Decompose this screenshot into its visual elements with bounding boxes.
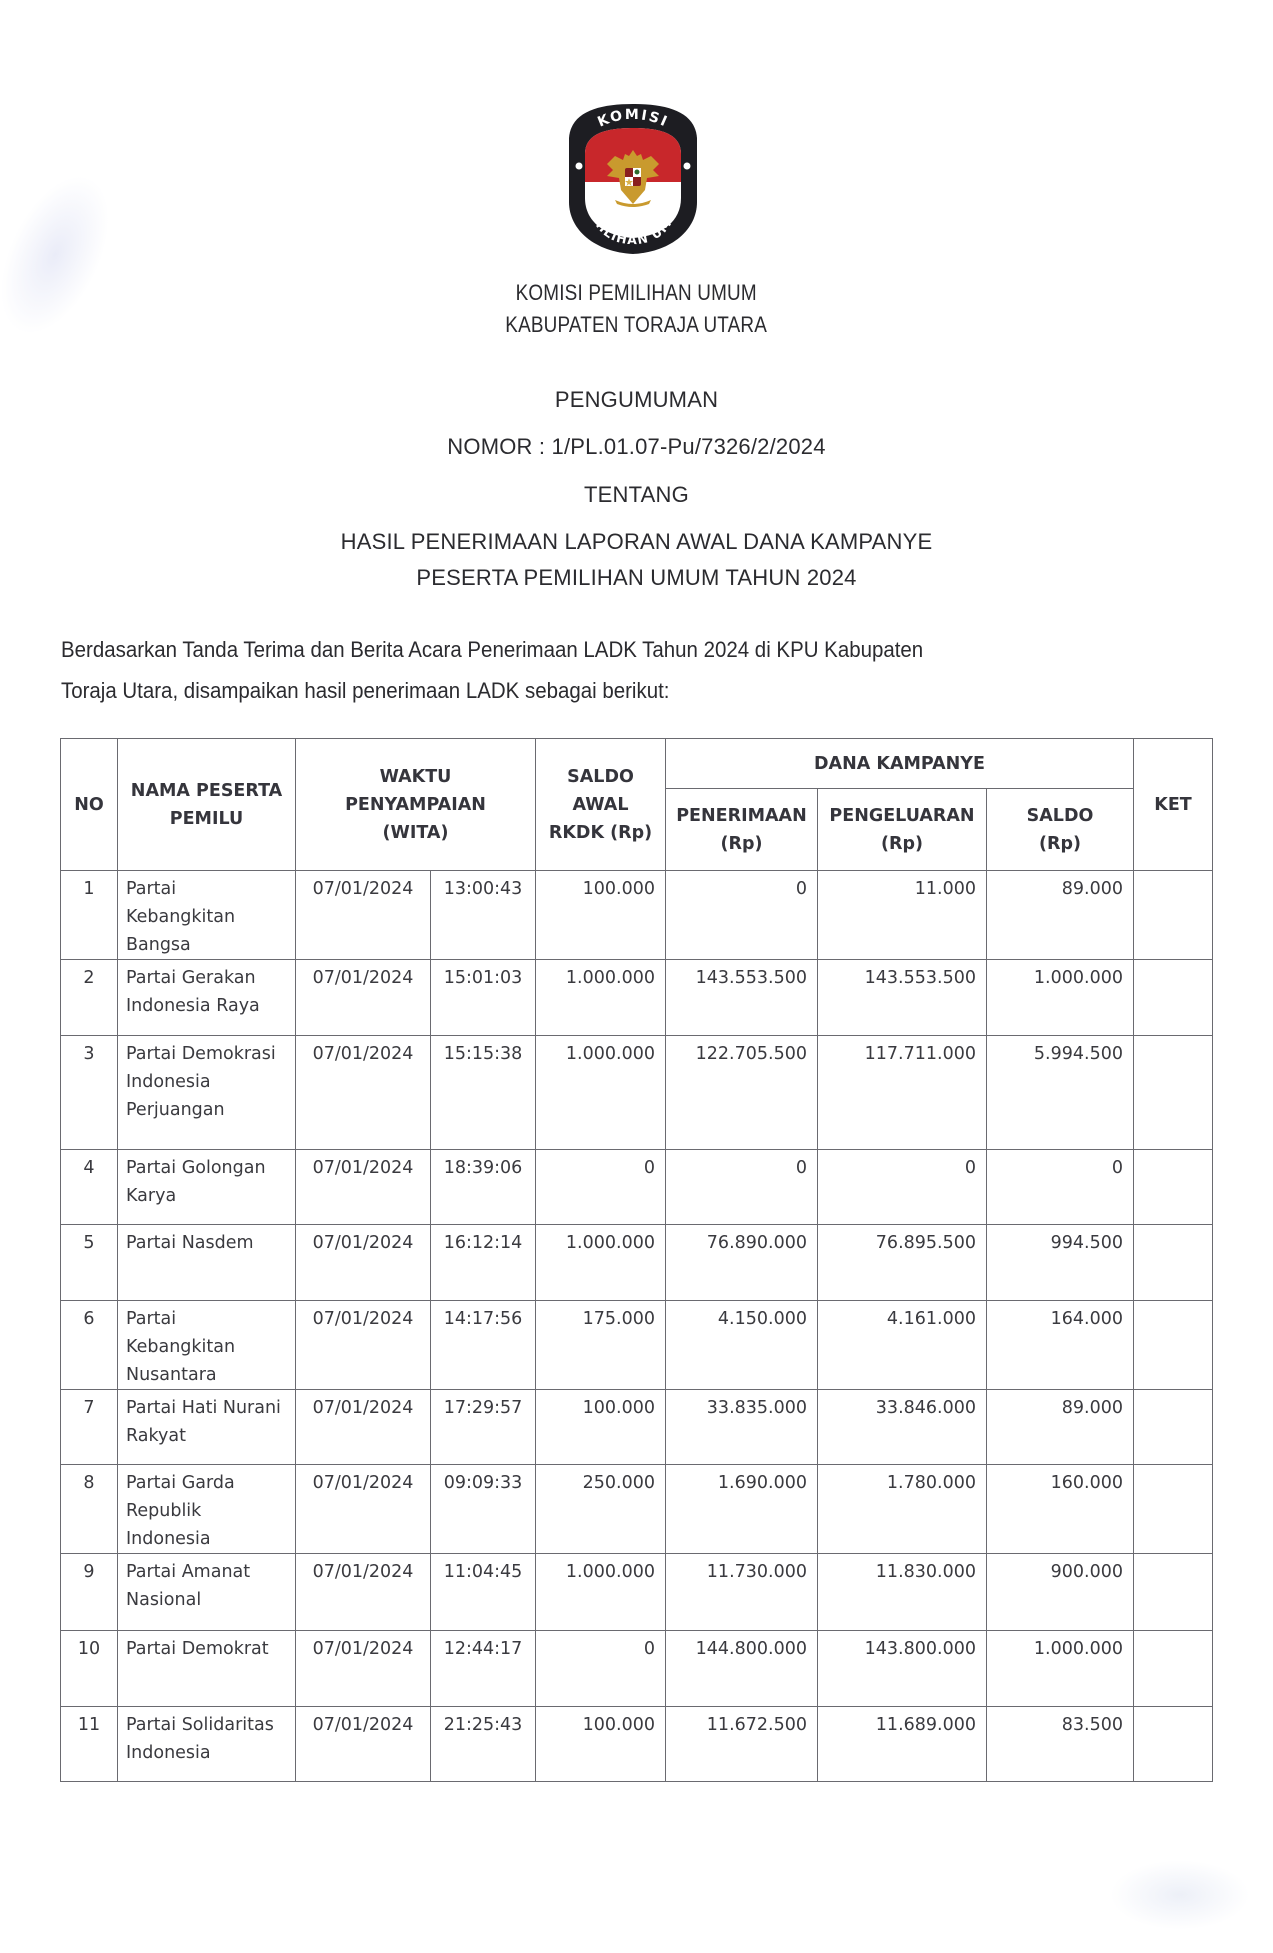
row-pengeluaran-cell <box>818 1390 987 1465</box>
row-no: 2 <box>83 968 95 988</box>
row-tanggal-cell <box>296 1036 431 1150</box>
row-tanggal-cell <box>296 1225 431 1301</box>
row-no-cell <box>61 1554 118 1631</box>
row-no-cell <box>61 1036 118 1150</box>
row-tanggal-cell <box>296 1390 431 1465</box>
row-tanggal: 07/01/2024 <box>312 1473 414 1493</box>
row-saldo-awal-cell <box>536 1631 666 1707</box>
row-pengeluaran-cell <box>818 1036 987 1150</box>
row-pengeluaran: 117.711.000 <box>864 1044 976 1064</box>
row-saldo-cell <box>987 1707 1134 1782</box>
row-penerimaan-cell <box>666 1301 818 1390</box>
row-saldo-awal: 1.000.000 <box>565 1562 655 1582</box>
org-region-text: KABUPATEN TORAJA UTARA <box>505 312 768 337</box>
row-saldo: 1.000.000 <box>1033 1639 1123 1659</box>
row-pengeluaran: 11.689.000 <box>875 1715 976 1735</box>
row-no-cell <box>61 871 118 960</box>
row-pengeluaran: 4.161.000 <box>886 1309 976 1329</box>
row-tanggal: 07/01/2024 <box>312 1639 414 1659</box>
header-pengeluaran-line-2: (Rp) <box>881 833 923 854</box>
row-pengeluaran-cell <box>818 1301 987 1390</box>
row-no-cell <box>61 1225 118 1301</box>
row-saldo-cell <box>987 1390 1134 1465</box>
row-pengeluaran-cell <box>818 1225 987 1301</box>
header-penerimaan-line-1: PENERIMAAN <box>676 805 807 826</box>
row-jam: 11:04:45 <box>443 1562 523 1582</box>
row-saldo-cell <box>987 1631 1134 1707</box>
row-saldo: 89.000 <box>1061 1398 1123 1418</box>
row-saldo-awal: 1.000.000 <box>565 1233 655 1253</box>
row-saldo-awal: 100.000 <box>582 1715 655 1735</box>
row-tanggal: 07/01/2024 <box>312 968 414 988</box>
row-jam-cell <box>431 1150 536 1225</box>
row-tanggal-cell <box>296 1631 431 1707</box>
header-waktu-line-3: (WITA) <box>382 822 449 843</box>
row-jam: 15:01:03 <box>443 968 523 988</box>
row-saldo-cell <box>987 1225 1134 1301</box>
row-pengeluaran-cell <box>818 1465 987 1554</box>
row-saldo-cell <box>987 871 1134 960</box>
row-saldo-awal-cell <box>536 960 666 1036</box>
scan-artifact <box>1110 1860 1250 1930</box>
row-no: 8 <box>83 1473 95 1493</box>
row-jam: 12:44:17 <box>443 1639 523 1659</box>
row-penerimaan: 33.835.000 <box>706 1398 807 1418</box>
row-jam-cell <box>431 1554 536 1631</box>
table-row <box>61 871 1213 960</box>
row-penerimaan: 122.705.500 <box>695 1044 807 1064</box>
row-saldo-awal-cell <box>536 1554 666 1631</box>
row-tanggal-cell <box>296 1150 431 1225</box>
row-tanggal-cell <box>296 1465 431 1554</box>
row-saldo: 89.000 <box>1061 879 1123 899</box>
header-saldo <box>987 789 1134 871</box>
doc-type: PENGUMUMAN <box>554 387 719 412</box>
row-no: 4 <box>83 1158 95 1178</box>
row-nama-cell <box>118 1631 296 1707</box>
row-ket <box>1134 1301 1212 1305</box>
row-saldo-awal-cell <box>536 1301 666 1390</box>
row-no: 7 <box>83 1398 95 1418</box>
row-jam: 13:00:43 <box>443 879 523 899</box>
header-nama <box>118 739 296 871</box>
row-penerimaan-cell <box>666 1631 818 1707</box>
row-ket <box>1134 1036 1212 1040</box>
row-penerimaan-cell <box>666 1225 818 1301</box>
row-pengeluaran: 143.800.000 <box>864 1639 976 1659</box>
row-tanggal: 07/01/2024 <box>312 1044 414 1064</box>
row-jam: 09:09:33 <box>443 1473 523 1493</box>
dot-right <box>684 163 691 170</box>
header-waktu-line-2: PENYAMPAIAN <box>345 794 486 815</box>
row-ket-cell <box>1134 871 1213 960</box>
row-nama-cell <box>118 1036 296 1150</box>
header-saldo-line-1: SALDO <box>1026 805 1094 826</box>
org-name-line-1 <box>0 280 1273 306</box>
row-ket-cell <box>1134 1301 1213 1390</box>
row-pengeluaran-cell <box>818 1631 987 1707</box>
row-saldo: 5.994.500 <box>1033 1044 1123 1064</box>
row-ket <box>1134 1465 1212 1469</box>
row-saldo-awal-cell <box>536 1707 666 1782</box>
row-saldo-cell <box>987 1150 1134 1225</box>
row-nama-cell <box>118 1225 296 1301</box>
row-saldo: 0 <box>1111 1158 1123 1178</box>
header-waktu <box>296 739 536 871</box>
row-jam: 14:17:56 <box>443 1309 523 1329</box>
row-pengeluaran-cell <box>818 960 987 1036</box>
table-row <box>61 1225 1213 1301</box>
table-row <box>61 1707 1213 1782</box>
row-penerimaan: 143.553.500 <box>695 968 807 988</box>
row-penerimaan-cell <box>666 1465 818 1554</box>
header-waktu-line-1: WAKTU <box>379 766 452 787</box>
row-pengeluaran: 11.000 <box>914 879 976 899</box>
row-saldo-awal-cell <box>536 1390 666 1465</box>
row-no-cell <box>61 1150 118 1225</box>
row-pengeluaran: 143.553.500 <box>864 968 976 988</box>
row-jam-cell <box>431 1036 536 1150</box>
row-jam-cell <box>431 1301 536 1390</box>
row-ket <box>1134 1554 1212 1558</box>
row-nama-cell <box>118 1465 296 1554</box>
header-no: NO <box>61 739 118 871</box>
row-ket-cell <box>1134 1390 1213 1465</box>
row-pengeluaran: 0 <box>964 1158 976 1178</box>
row-saldo-cell <box>987 1301 1134 1390</box>
row-penerimaan: 11.672.500 <box>706 1715 807 1735</box>
row-tanggal: 07/01/2024 <box>312 1309 414 1329</box>
row-saldo-awal-cell <box>536 871 666 960</box>
table-row <box>61 1554 1213 1631</box>
row-jam: 17:29:57 <box>443 1398 523 1418</box>
row-jam: 16:12:14 <box>443 1233 523 1253</box>
doc-tentang: TENTANG <box>584 482 689 507</box>
row-ket <box>1134 1225 1212 1229</box>
header-dana-kampanye: DANA KAMPANYE <box>666 739 1134 789</box>
row-tanggal: 07/01/2024 <box>312 879 414 899</box>
row-penerimaan: 144.800.000 <box>695 1639 807 1659</box>
row-tanggal: 07/01/2024 <box>312 1715 414 1735</box>
row-jam-cell <box>431 1631 536 1707</box>
row-tanggal: 07/01/2024 <box>312 1158 414 1178</box>
header-saldo-awal <box>536 739 666 871</box>
row-nama: Partai Hati Nurani Rakyat <box>126 1398 281 1446</box>
row-no-cell <box>61 960 118 1036</box>
row-pengeluaran: 76.895.500 <box>875 1233 976 1253</box>
row-no-cell <box>61 1631 118 1707</box>
row-ket-cell <box>1134 1554 1213 1631</box>
row-tanggal: 07/01/2024 <box>312 1233 414 1253</box>
row-pengeluaran: 11.830.000 <box>875 1562 976 1582</box>
row-saldo: 83.500 <box>1061 1715 1123 1735</box>
ladk-table <box>60 738 1213 1782</box>
row-penerimaan-cell <box>666 1554 818 1631</box>
row-penerimaan: 11.730.000 <box>706 1562 807 1582</box>
row-penerimaan: 1.690.000 <box>717 1473 807 1493</box>
header-saldo-line-2: (Rp) <box>1039 833 1081 854</box>
row-pengeluaran: 33.846.000 <box>875 1398 976 1418</box>
row-saldo-awal: 1.000.000 <box>565 1044 655 1064</box>
row-no-cell <box>61 1465 118 1554</box>
row-saldo-awal: 100.000 <box>582 1398 655 1418</box>
doc-title-line-1: HASIL PENERIMAAN LAPORAN AWAL DANA KAMPANYE <box>340 529 933 554</box>
row-ket <box>1134 1707 1212 1711</box>
row-jam-cell <box>431 1225 536 1301</box>
header-pengeluaran <box>818 789 987 871</box>
row-pengeluaran-cell <box>818 1554 987 1631</box>
row-no-cell <box>61 1301 118 1390</box>
row-saldo-awal: 0 <box>643 1158 655 1178</box>
row-pengeluaran-cell <box>818 1707 987 1782</box>
row-pengeluaran-cell <box>818 1150 987 1225</box>
row-nama: Partai Golongan Karya <box>126 1158 266 1206</box>
dot-left <box>576 163 583 170</box>
row-saldo: 900.000 <box>1050 1562 1123 1582</box>
row-no-cell <box>61 1390 118 1465</box>
row-nama-cell <box>118 1554 296 1631</box>
org-name-text: KOMISI PEMILIHAN UMUM <box>515 280 758 305</box>
header-nama-text: NAMA PESERTA PEMILU <box>130 780 283 829</box>
doc-title-line-2: PESERTA PEMILIHAN UMUM TAHUN 2024 <box>416 565 857 590</box>
row-pengeluaran-cell <box>818 871 987 960</box>
row-saldo-awal-cell <box>536 1225 666 1301</box>
row-saldo: 994.500 <box>1050 1233 1123 1253</box>
row-saldo-cell <box>987 960 1134 1036</box>
row-nama-cell <box>118 871 296 960</box>
row-ket-cell <box>1134 1225 1213 1301</box>
row-ket <box>1134 1150 1212 1154</box>
doc-number: NOMOR : 1/PL.01.07-Pu/7326/2/2024 <box>447 434 826 459</box>
row-saldo-awal: 0 <box>643 1639 655 1659</box>
row-ket-cell <box>1134 1465 1213 1554</box>
table-row <box>61 1036 1213 1150</box>
row-penerimaan-cell <box>666 960 818 1036</box>
row-penerimaan-cell <box>666 871 818 960</box>
row-no: 6 <box>83 1309 95 1329</box>
row-nama-cell <box>118 1301 296 1390</box>
table-row <box>61 960 1213 1036</box>
logo-bottom-text: PEMILIHAN UMUM <box>583 195 683 248</box>
row-nama: Partai Kebangkitan Nusantara <box>126 1309 236 1385</box>
header-pengeluaran-line-1: PENGELUARAN <box>829 805 975 826</box>
row-no-cell <box>61 1707 118 1782</box>
header-saldo-awal-line-3: RKDK (Rp) <box>548 822 653 843</box>
row-penerimaan-cell <box>666 1036 818 1150</box>
row-no: 1 <box>83 879 95 899</box>
header-ket: KET <box>1134 739 1213 871</box>
row-saldo-cell <box>987 1036 1134 1150</box>
row-nama: Partai Solidaritas Indonesia <box>126 1715 274 1763</box>
row-nama-cell <box>118 1707 296 1782</box>
row-nama: Partai Kebangkitan Bangsa <box>126 879 236 955</box>
table-row <box>61 1150 1213 1225</box>
row-nama-cell <box>118 1390 296 1465</box>
row-saldo-cell <box>987 1554 1134 1631</box>
row-no: 11 <box>77 1715 101 1735</box>
row-jam-cell <box>431 1465 536 1554</box>
row-pengeluaran: 1.780.000 <box>886 1473 976 1493</box>
row-ket-cell <box>1134 1631 1213 1707</box>
row-jam-cell <box>431 960 536 1036</box>
row-saldo-awal: 175.000 <box>582 1309 655 1329</box>
row-ket <box>1134 960 1212 964</box>
header-penerimaan <box>666 789 818 871</box>
row-nama: Partai Demokrasi Indonesia Perjuangan <box>126 1044 276 1120</box>
row-penerimaan: 0 <box>795 1158 807 1178</box>
row-saldo-cell <box>987 1465 1134 1554</box>
header-saldo-awal-line-1: SALDO <box>567 766 634 787</box>
row-tanggal: 07/01/2024 <box>312 1562 414 1582</box>
row-ket-cell <box>1134 1707 1213 1782</box>
row-saldo-awal-cell <box>536 1036 666 1150</box>
table-row <box>61 1390 1213 1465</box>
row-jam-cell <box>431 1390 536 1465</box>
row-nama-cell <box>118 960 296 1036</box>
row-nama: Partai Amanat Nasional <box>126 1562 251 1610</box>
row-nama-cell <box>118 1150 296 1225</box>
table-row <box>61 1631 1213 1707</box>
row-nama: Partai Demokrat <box>126 1639 269 1659</box>
row-saldo: 1.000.000 <box>1033 968 1123 988</box>
row-no: 10 <box>77 1639 101 1659</box>
row-penerimaan: 76.890.000 <box>706 1233 807 1253</box>
header-penerimaan-line-2: (Rp) <box>720 833 763 854</box>
row-tanggal: 07/01/2024 <box>312 1398 414 1418</box>
row-tanggal-cell <box>296 1707 431 1782</box>
row-ket-cell <box>1134 960 1213 1036</box>
row-penerimaan-cell <box>666 1390 818 1465</box>
row-tanggal-cell <box>296 871 431 960</box>
row-nama: Partai Nasdem <box>126 1233 254 1253</box>
row-no: 5 <box>83 1233 95 1253</box>
row-tanggal-cell <box>296 1554 431 1631</box>
kpu-logo <box>563 98 703 258</box>
row-ket-cell <box>1134 1036 1213 1150</box>
row-penerimaan: 4.150.000 <box>717 1309 807 1329</box>
row-jam: 21:25:43 <box>443 1715 523 1735</box>
row-tanggal-cell <box>296 1301 431 1390</box>
row-jam: 15:15:38 <box>443 1044 523 1064</box>
row-jam: 18:39:06 <box>443 1158 523 1178</box>
row-saldo: 160.000 <box>1050 1473 1123 1493</box>
row-saldo: 164.000 <box>1050 1309 1123 1329</box>
row-nama: Partai Garda Republik Indonesia <box>126 1473 235 1549</box>
row-penerimaan: 0 <box>795 879 807 899</box>
org-name-line-2 <box>0 312 1273 338</box>
row-nama: Partai Gerakan Indonesia Raya <box>126 968 260 1016</box>
row-ket <box>1134 871 1212 875</box>
row-penerimaan-cell <box>666 1150 818 1225</box>
intro-line-1: Berdasarkan Tanda Terima dan Berita Acara Penerimaan LADK Tahun 2024 di KPU Kabupaten <box>61 637 924 662</box>
row-saldo-awal: 250.000 <box>582 1473 655 1493</box>
row-saldo-awal-cell <box>536 1150 666 1225</box>
logo-top-text: KOMISI <box>595 106 671 131</box>
row-ket <box>1134 1390 1212 1394</box>
row-ket-cell <box>1134 1150 1213 1225</box>
row-saldo-awal-cell <box>536 1465 666 1554</box>
row-saldo-awal: 100.000 <box>582 879 655 899</box>
row-no: 3 <box>83 1044 95 1064</box>
row-jam-cell <box>431 871 536 960</box>
row-tanggal-cell <box>296 960 431 1036</box>
header-saldo-awal-line-2: AWAL <box>572 794 629 815</box>
intro-line-2: Toraja Utara, disampaikan hasil penerimaan LADK sebagai berikut: <box>61 678 670 703</box>
row-penerimaan-cell <box>666 1707 818 1782</box>
row-saldo-awal: 1.000.000 <box>565 968 655 988</box>
table-row <box>61 1465 1213 1554</box>
row-ket <box>1134 1631 1212 1635</box>
row-no: 9 <box>83 1562 95 1582</box>
table-row <box>61 1301 1213 1390</box>
row-jam-cell <box>431 1707 536 1782</box>
